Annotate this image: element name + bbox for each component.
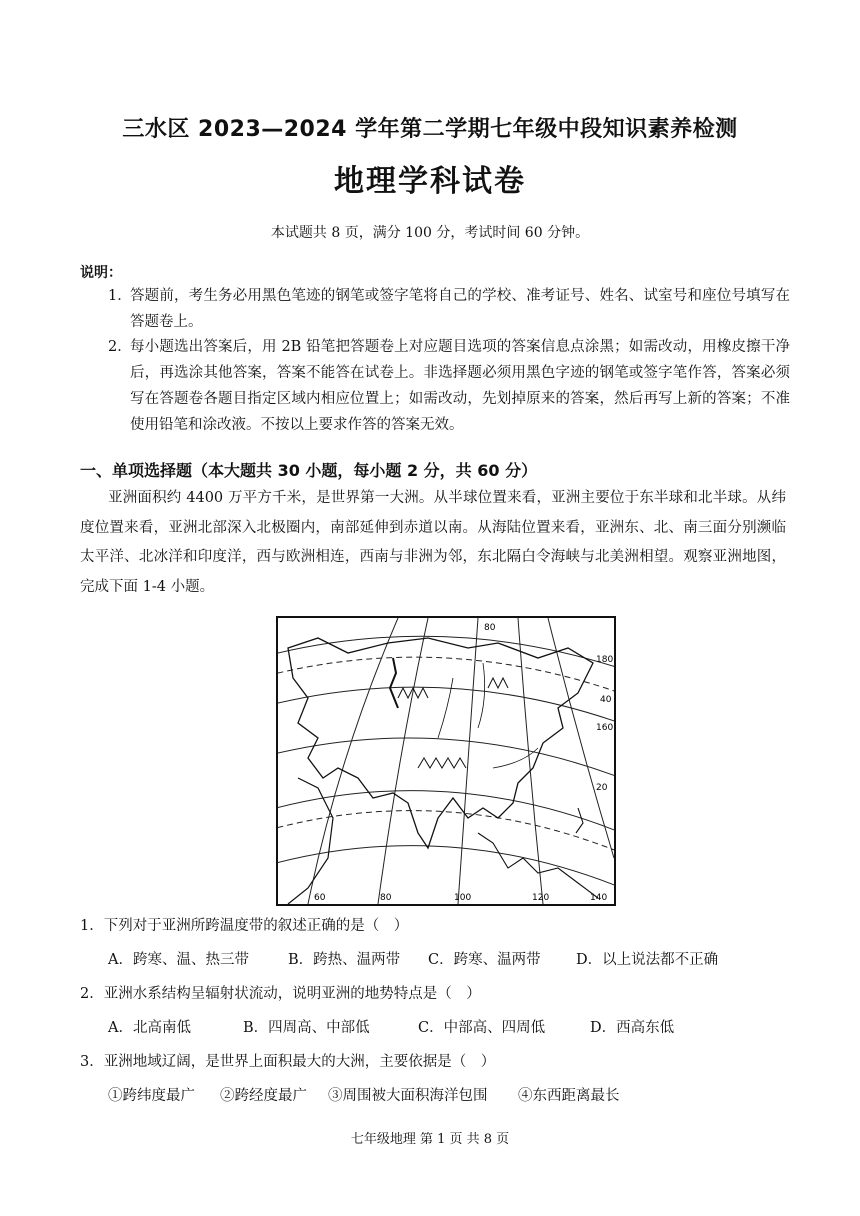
latitude-line [278, 636, 614, 673]
option-a: A．北高南低 [108, 1020, 191, 1036]
latitude-line [278, 791, 614, 838]
question-3-options [108, 1084, 620, 1105]
islands-outline [478, 833, 598, 898]
option-d: D．以上说法都不正确 [576, 952, 719, 968]
instructions-heading: 说明： [80, 265, 122, 281]
asia-map [276, 616, 616, 906]
instruction-number: 2． [108, 339, 132, 355]
question-2-options [108, 1016, 674, 1037]
question-1-options [108, 948, 718, 969]
mountain-marks [488, 678, 508, 688]
option-1: ①跨纬度最广 [108, 1088, 195, 1104]
instruction-item [108, 283, 790, 335]
question-3-stem: 3．亚洲地域辽阔，是世界上面积最大的大洲，主要依据是（ ） [80, 1054, 496, 1070]
map-label-80: 80 [380, 893, 392, 903]
map-label-160: 160 [596, 723, 614, 733]
instruction-number: 1． [108, 288, 132, 304]
latitude-line [278, 687, 614, 728]
option-d: D．西高东低 [590, 1020, 675, 1036]
exam-meta: 本试题共 8 页，满分 100 分，考试时间 60 分钟。 [270, 225, 590, 241]
longitude-line [548, 618, 614, 858]
option-b: B．四周高、中部低 [243, 1020, 370, 1036]
asia-map-graphic [278, 618, 614, 904]
section-intro: 亚洲面积约 4400 万平方千米，是世界第一大洲。从半球位置来看，亚洲主要位于东半球和北半球。从纬度位置来看，亚洲北部深入北极圈内，南部延伸到赤道以南。从海陆位置来看，亚洲东、北、南三面分别濒临太平洋、北冰洋和印度洋，西与欧洲相连，西南与非洲为邻，东北隔白令海峡与北美洲相望。观察亚洲地图，完成下面 1-4 小题。 [80, 490, 786, 595]
exam-title: 三水区 2023—2024 学年第二学期七年级中段知识素养检测 [122, 117, 738, 142]
map-label-140: 140 [590, 893, 608, 903]
longitude-line [458, 618, 478, 904]
question-1-stem: 1．下列对于亚洲所跨温度带的叙述正确的是（ ） [80, 918, 409, 934]
map-label-100: 100 [454, 893, 472, 903]
option-3: ③周围被大面积海洋包围 [328, 1088, 488, 1104]
question-2-stem: 2．亚洲水系结构呈辐射状流动，说明亚洲的地势特点是（ ） [80, 986, 481, 1002]
japan-outline [576, 808, 583, 833]
section-title: 一、单项选择题（本大题共 30 小题，每小题 2 分，共 60 分） [80, 461, 538, 480]
ural-mountains [390, 658, 398, 708]
longitude-line [378, 618, 428, 904]
option-c: C．中部高、四周低 [418, 1020, 546, 1036]
page-footer: 七年级地理 第 1 页 共 8 页 [350, 1132, 510, 1147]
map-label-80-top: 80 [484, 623, 496, 633]
map-label-40: 40 [600, 695, 612, 705]
mountain-marks [418, 758, 466, 768]
river-line [478, 663, 485, 728]
map-label-180: 180 [596, 655, 614, 665]
option-4: ④东西距离最长 [518, 1088, 620, 1104]
option-b: B．跨热、温两带 [288, 952, 401, 968]
map-label-120: 120 [532, 893, 550, 903]
option-c: C．跨寒、温两带 [428, 952, 541, 968]
option-a: A．跨寒、温、热三带 [108, 952, 249, 968]
option-2: ②跨经度最广 [220, 1088, 307, 1104]
map-label-60: 60 [314, 893, 326, 903]
instruction-item [108, 334, 790, 438]
subject-title: 地理学科试卷 [334, 164, 526, 199]
africa-outline [288, 778, 333, 904]
river-line [438, 678, 453, 738]
instruction-text: 每小题选出答案后，用 2B 铅笔把答题卷上对应题目选项的答案信息点涂黑；如需改动，用橡皮擦干净后，再选涂其他答案，答案不能答在试卷上。非选择题必须用黑色字迹的钢笔或签字笔作答，答案必须写在答题卷各题目指定区域内相应位置上；如需改动，先划掉原来的答案，然后再写上新的答案；不准使用铅笔和涂改液。不按以上要求作答的答案无效。 [130, 339, 790, 433]
map-label-20: 20 [596, 783, 608, 793]
instruction-text: 答题前，考生务必用黑色笔迹的钢笔或签字笔将自己的学校、准考证号、姓名、试室号和座位号填写在答题卷上。 [130, 288, 790, 330]
